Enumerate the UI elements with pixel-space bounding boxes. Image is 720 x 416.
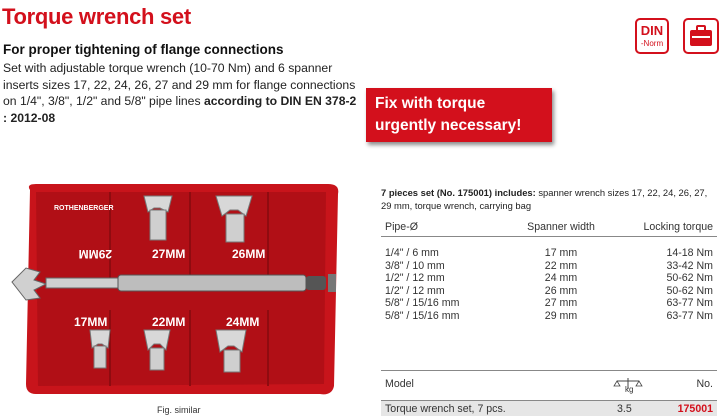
model-name: Torque wrench set, 7 pcs. (385, 403, 506, 415)
col-header-no: No. (696, 378, 713, 390)
cell-torque: 63-77 Nm (666, 309, 713, 322)
set-contents-bold: 7 pieces set (No. 175001) includes: (381, 187, 536, 198)
cell-pipe: 5/8" / 15/16 mm (385, 309, 460, 322)
product-description (3, 60, 363, 126)
page-title: Torque wrench set (2, 4, 191, 29)
torque-warning-banner (366, 88, 552, 142)
table-row (381, 247, 717, 260)
din-sub-label: -Norm (640, 39, 664, 48)
description-standard: according to DIN EN 378-2 : 2012-08 (3, 94, 357, 125)
cell-torque: 50-62 Nm (666, 272, 713, 284)
cell-spanner: 22 mm (544, 259, 578, 272)
cell-pipe: 5/8" / 15/16 mm (385, 297, 460, 309)
cell-torque: 50-62 Nm (666, 284, 713, 297)
banner-line-2: urgently necessary! (375, 117, 522, 134)
set-contents-text: spanner wrench sizes 17, 22, 24, 26, 27, 29 mm, torque wrench, carrying bag (381, 187, 708, 211)
cell-torque: 33-42 Nm (666, 259, 713, 272)
subtitle: For proper tightening of flange connections (3, 42, 284, 57)
insert-label: 22MM (152, 315, 186, 329)
table-row (381, 310, 717, 323)
model-number: 175001 (677, 403, 713, 415)
col-header-model: Model (385, 378, 414, 390)
din-norm-badge (635, 18, 669, 54)
cell-pipe: 3/8" / 10 mm (385, 259, 445, 272)
cell-pipe: 1/2" / 12 mm (385, 284, 445, 297)
spec-table-header (381, 221, 717, 237)
model-weight: 3.5 (617, 403, 632, 415)
cell-torque: 14-18 Nm (666, 247, 713, 259)
model-table-header (381, 378, 717, 394)
col-header-spanner: Spanner width (527, 221, 595, 233)
table-row (381, 297, 717, 310)
insert-label: 17MM (74, 315, 108, 329)
insert-label: 29MM (78, 247, 112, 261)
cell-spanner: 24 mm (544, 272, 578, 284)
col-header-pipe: Pipe-Ø (385, 221, 418, 233)
din-label: DIN (640, 23, 664, 38)
table-row (381, 272, 717, 285)
insert-label: 26MM (232, 247, 266, 261)
cell-torque: 63-77 Nm (666, 297, 713, 309)
model-row (381, 400, 717, 416)
photo-brand-label: ROTHENBERGER (54, 205, 114, 212)
cell-spanner: 29 mm (544, 309, 578, 322)
carrying-case-icon (683, 18, 719, 54)
set-contents (381, 186, 717, 212)
weight-unit: kg (625, 385, 634, 394)
model-table-divider (381, 370, 717, 371)
insert-label: 24MM (226, 315, 260, 329)
table-row (381, 260, 717, 273)
banner-line-1: Fix with torque (375, 95, 486, 112)
cell-spanner: 26 mm (544, 284, 578, 297)
cell-pipe: 1/4" / 6 mm (385, 247, 439, 259)
description-text: Set with adjustable torque wrench (10-70 Nm) and 6 spanner inserts sizes 17, 22, 24, 26, 27 and 29 mm for flange connections on 1/4", 3/8", 1/2" and 5/8" pipe lines (3, 61, 356, 108)
table-row (381, 285, 717, 298)
product-photo (6, 180, 366, 402)
cell-spanner: 27 mm (544, 297, 578, 309)
cell-spanner: 17 mm (544, 247, 578, 259)
cell-pipe: 1/2" / 12 mm (385, 272, 445, 284)
col-header-torque: Locking torque (643, 221, 713, 233)
insert-label: 27MM (152, 247, 186, 261)
photo-caption: Fig. similar (157, 405, 201, 415)
spec-table-body (381, 247, 717, 322)
